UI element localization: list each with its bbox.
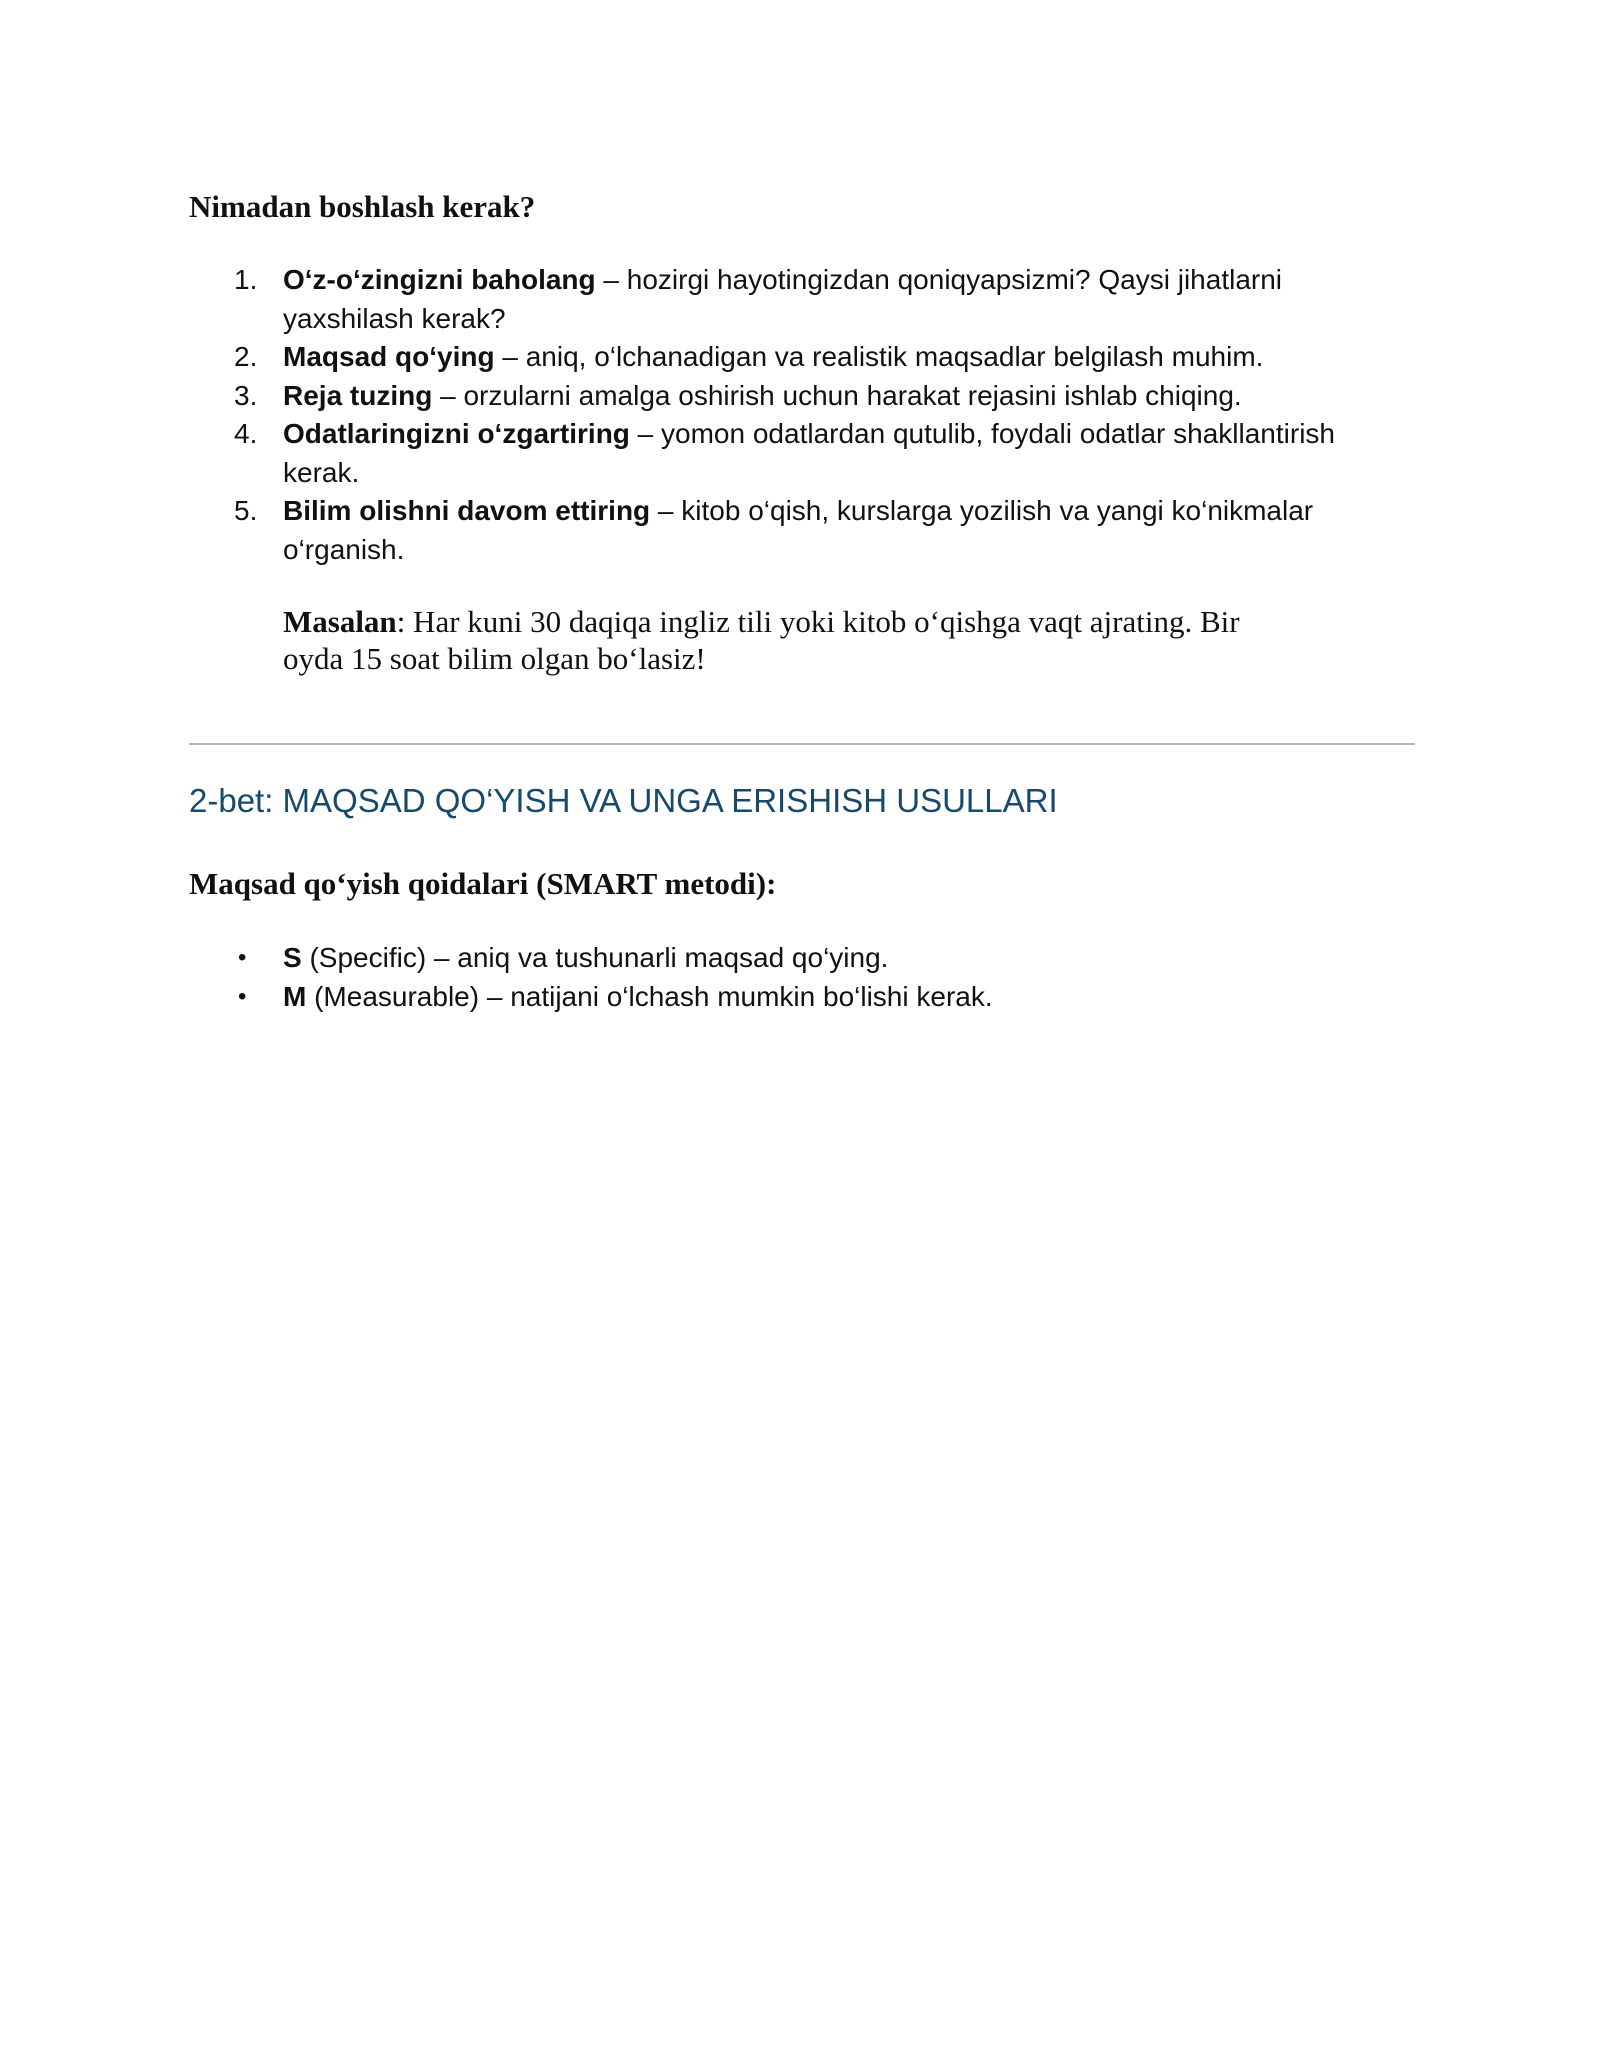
step-title: O‘z-o‘zingizni baholang — [283, 264, 596, 295]
list-item — [189, 415, 1419, 492]
step-title: Odatlaringizni o‘zgartiring — [283, 418, 630, 449]
list-item — [189, 939, 1419, 978]
smart-description: (Specific) – aniq va tushunarli maqsad qo‘ying. — [301, 942, 889, 973]
list-number: 1. — [234, 264, 258, 295]
smart-description: (Measurable) – natijani o‘lchash mumkin bo‘lishi kerak. — [306, 980, 993, 1012]
step-title: Maqsad qo‘ying — [283, 341, 495, 372]
horizontal-divider — [189, 743, 1415, 745]
list-number: 3. — [234, 379, 258, 411]
list-number: 4. — [234, 418, 258, 449]
list-item — [189, 338, 1419, 377]
step-description: – orzularni amalga oshirish uchun harakat rejasini ishlab chiqing. — [432, 379, 1242, 411]
list-item — [189, 492, 1419, 569]
list-item — [189, 377, 1419, 416]
list-number: 2. — [234, 341, 258, 372]
step-description: – yomon odatlardan qutulib, foydali odatlar shakllantirish kerak. — [283, 418, 1335, 488]
example-paragraph — [283, 603, 1283, 677]
list-number: 5. — [234, 495, 258, 526]
smart-letter: M — [283, 980, 307, 1012]
example-label: Masalan — [283, 604, 397, 639]
step-title: Reja tuzing — [283, 379, 433, 411]
step-description: – hozirgi hayotingizdan qoniqyapsizmi? Qaysi jihatlarni yaxshilash kerak? — [283, 264, 1283, 334]
bullet-icon: • — [238, 982, 247, 1010]
smart-list — [189, 939, 1419, 1016]
list-item — [189, 978, 1419, 1017]
example-text: : Har kuni 30 daqiqa ingliz tili yoki kitob o‘qishga vaqt ajrating. Bir oyda 15 soat bilim olgan bo‘lasiz! — [283, 604, 1240, 676]
page-title: 2-bet: MAQSAD QO‘YISH VA UNGA ERISHISH USULLARI — [189, 782, 1058, 819]
steps-list — [189, 261, 1419, 569]
step-description: – aniq, o‘lchanadigan va realistik maqsadlar belgilash muhim. — [494, 341, 1264, 372]
step-description: – kitob o‘qish, kurslarga yozilish va yangi ko‘nikmalar o‘rganish. — [283, 495, 1314, 565]
step-title: Bilim olishni davom ettiring — [283, 495, 651, 526]
list-item — [189, 261, 1419, 338]
section-heading: Nimadan boshlash kerak? — [189, 189, 536, 224]
smart-letter: S — [283, 942, 302, 973]
section-subheading: Maqsad qo‘yish qoidalari (SMART metodi): — [189, 866, 777, 901]
bullet-icon: • — [238, 944, 247, 971]
